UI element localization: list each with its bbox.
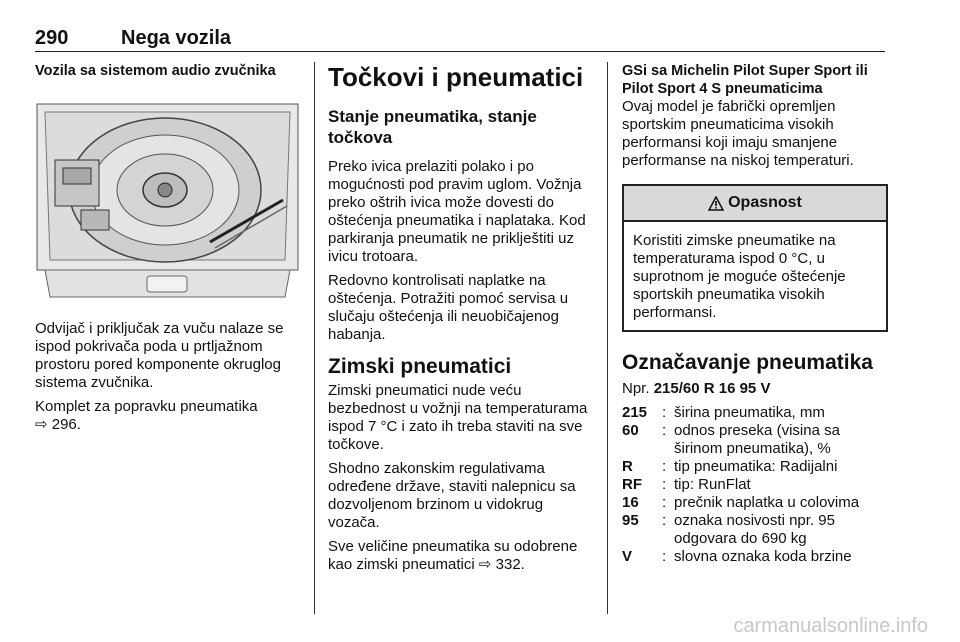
definition-item: RF : tip: RunFlat: [622, 476, 751, 493]
reference-arrow-icon: ⇨: [478, 556, 492, 573]
section-subtitle: Stanje pneumatika, stanje točkova: [328, 107, 537, 147]
column-divider: [607, 62, 608, 614]
warning-title: Opasnost: [728, 194, 802, 211]
warning-box: [622, 184, 888, 332]
winter-heading: Zimski pneumatici: [328, 355, 512, 378]
paragraph: Ovaj model je fabrički opremljen sportskim pneumaticima visokih performansi koji imaju smanjene performanse na niskoj temperaturi.: [622, 98, 854, 169]
page-reference[interactable]: 332.: [495, 556, 525, 573]
column-divider: [314, 62, 315, 614]
trunk-speaker-illustration-icon: [35, 92, 300, 306]
definition-item: R : tip pneumatika: Radijalni: [622, 458, 838, 475]
section-heading: GSi sa Michelin Pilot Super Sport ili Pilot Sport 4 S pneumaticima: [622, 63, 868, 97]
definition-item: 60 : odnos preseka (visina sa širinom pneumatika), %: [622, 422, 840, 457]
page-number: 290: [35, 27, 69, 49]
paragraph-reference: [35, 398, 300, 434]
page-reference[interactable]: 296.: [51, 416, 81, 433]
definition-item: V : slovna oznaka koda brzine: [622, 548, 852, 565]
section-heading: Vozila sa sistemom audio zvučnika: [35, 63, 276, 79]
paragraph-text: Sve veličine pneumatika su odobrene kao zimski pneumatici: [328, 538, 578, 573]
warning-header: [624, 186, 886, 222]
definition-item: 215 : širina pneumatika, mm: [622, 404, 825, 421]
trunk-illustration: [35, 92, 300, 306]
example-line: [622, 380, 886, 398]
paragraph: Shodno zakonskim regulativama određene države, staviti nalepnicu sa dozvoljenom brzinom u vidokrug vozača.: [328, 460, 576, 531]
column-middle: [328, 62, 590, 580]
definition-list: [622, 404, 886, 566]
paragraph: Redovno kontrolisati naplatke na oštećenja. Potražiti pomoć servisa u slučaju oštećenja ili neuobičajenog habanja.: [328, 272, 569, 343]
chapter-title: Točkovi i pneumatici: [328, 62, 584, 92]
paragraph: Zimski pneumatici nude veću bezbednost u vožnji na temperaturama ispod 7 °C i zato ih treba staviti na sve točkove.: [328, 382, 588, 453]
page-header: [35, 27, 885, 52]
page-title: Nega vozila: [121, 27, 232, 49]
column-left: [35, 62, 300, 440]
definition-item: 16 : prečnik naplatka u colovima: [622, 494, 860, 511]
paragraph-text: Komplet za popravku pneumatika: [35, 398, 258, 415]
example-value: 215/60 R 16 95 V: [653, 380, 771, 397]
warning-triangle-icon: [708, 196, 724, 211]
paragraph: Preko ivica prelaziti polako i po mogućnosti pod pravim uglom. Vožnja preko oštrih ivica može dovesti do oštećenja pneumatika i naplataka. Kod parkiranja pneumatik ne priklještiti uz ivicu trotoara.: [328, 158, 586, 265]
paragraph-reference: [328, 538, 590, 574]
column-right: [622, 62, 886, 566]
reference-arrow-icon: ⇨: [35, 416, 48, 433]
example-prefix: Npr.: [622, 380, 650, 397]
paragraph: Odvijač i priključak za vuču nalaze se ispod pokrivača poda u prtljažnom prostoru pored komponente okruglog sistema zvučnika.: [35, 320, 284, 391]
marking-heading: Označavanje pneumatika: [622, 351, 873, 374]
definition-item: 95 : oznaka nosivosti npr. 95 odgovara do 690 kg: [622, 512, 835, 547]
warning-text: Koristiti zimske pneumatike na temperaturama ispod 0 °C, u suprotnom je moguće oštećenje sportskih pneumatika visokih performansi.: [633, 232, 846, 321]
watermark: carmanualsonline.info: [733, 615, 928, 637]
